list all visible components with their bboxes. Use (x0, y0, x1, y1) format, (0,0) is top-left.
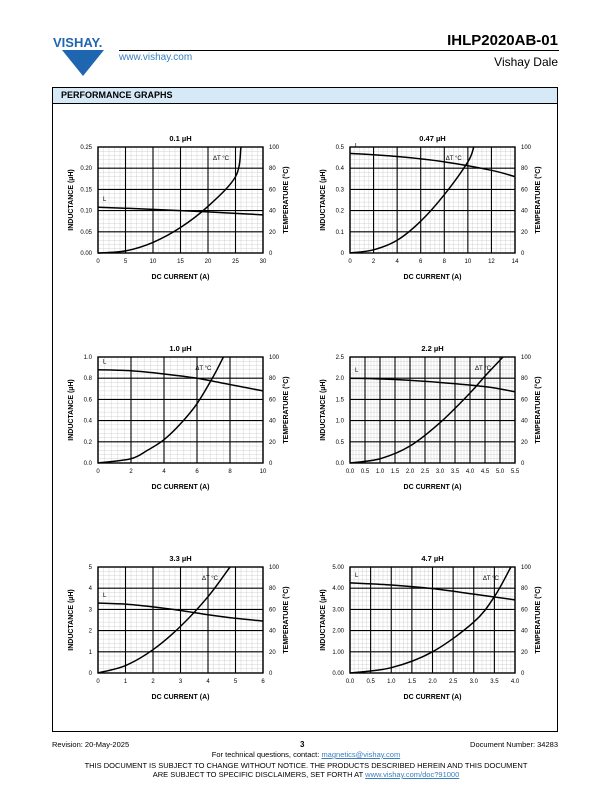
page-number: 3 (300, 740, 305, 749)
chart-title: 2.2 µH (421, 344, 444, 353)
x-tick-label: 2 (371, 259, 376, 265)
y-tick-label: 0.4 (335, 166, 344, 173)
y-tick-label: 1.00 (332, 649, 344, 656)
y2-tick-label: 20 (521, 439, 528, 446)
y2-tick-label: 20 (269, 439, 276, 446)
x-tick-label: 1 (123, 679, 128, 685)
y-axis-label: INDUCTANCE (µH) (320, 169, 327, 231)
y2-tick-label: 20 (269, 649, 276, 656)
contact-email-link[interactable]: magnetics@vishay.com (321, 750, 401, 759)
y2-tick-label: 40 (269, 628, 276, 635)
y-tick-label: 0.25 (80, 145, 92, 151)
y2-tick-label: 0 (269, 251, 273, 257)
y2-tick-label: 40 (521, 628, 528, 635)
chart-title: 0.1 µH (169, 134, 192, 143)
temperature-series-label: ΔT °C (195, 366, 212, 372)
technical-contact-label: For technical questions, contact: (211, 750, 322, 759)
y2-tick-label: 100 (269, 355, 280, 361)
y2-axis-label: TEMPERATURE (°C) (283, 376, 290, 444)
document-number: Document Number: 34283 (470, 740, 558, 749)
temperature-series-line (350, 567, 511, 673)
x-tick-label: 1.0 (387, 679, 396, 685)
temperature-series-label: ΔT °C (475, 366, 491, 372)
y-axis-label: INDUCTANCE (µH) (320, 589, 327, 651)
temperature-series-label: ΔT °C (445, 156, 462, 162)
y2-tick-label: 60 (269, 187, 276, 194)
y-axis-label: INDUCTANCE (µH) (68, 379, 75, 441)
technical-contact (0, 750, 612, 759)
x-tick-label: 2.0 (405, 469, 415, 475)
y2-tick-label: 60 (521, 607, 528, 614)
y-tick-label: 1.0 (335, 418, 344, 425)
y2-tick-label: 20 (521, 649, 528, 656)
y2-axis-label: TEMPERATURE (°C) (283, 586, 290, 654)
section-title: PERFORMANCE GRAPHS (61, 90, 173, 100)
x-tick-label: 0 (96, 469, 100, 475)
x-tick-label: 5.5 (510, 469, 520, 475)
disclaimer-line-1: THIS DOCUMENT IS SUBJECT TO CHANGE WITHOUT NOTICE. THE PRODUCTS DESCRIBED HEREIN AND THIS DOCUMENT (84, 761, 528, 770)
inductance-series-label: L (355, 143, 359, 150)
plot-border (350, 147, 515, 253)
x-tick-label: 4 (395, 259, 399, 265)
x-tick-label: 3.0 (435, 469, 445, 475)
x-tick-label: 4.5 (480, 469, 490, 475)
y-tick-label: 0.20 (80, 166, 92, 173)
x-tick-label: 10 (259, 469, 267, 475)
x-tick-label: 25 (232, 259, 239, 265)
x-axis-label: DC CURRENT (A) (403, 274, 462, 281)
y2-tick-label: 60 (269, 397, 276, 404)
chart-title: 1.0 µH (169, 344, 192, 353)
y2-tick-label: 40 (269, 208, 276, 215)
x-tick-label: 0 (96, 679, 100, 685)
y2-axis-label: TEMPERATURE (°C) (535, 376, 542, 444)
x-tick-label: 4 (162, 469, 166, 475)
vishay-logo-text: VISHAY. (53, 35, 103, 50)
y-tick-label: 4 (88, 586, 92, 593)
x-tick-label: 3 (178, 679, 183, 685)
y2-tick-label: 40 (521, 208, 528, 215)
inductance-series-line (350, 378, 515, 392)
x-tick-label: 5 (233, 679, 238, 685)
x-tick-label: 2 (129, 469, 133, 475)
inductance-series-label: L (103, 359, 107, 366)
y2-tick-label: 80 (521, 586, 528, 593)
y-tick-label: 0.4 (83, 418, 92, 425)
x-axis-label: DC CURRENT (A) (151, 274, 210, 281)
x-tick-label: 10 (149, 259, 157, 265)
chart-title: 4.7 µH (421, 554, 444, 563)
y-tick-label: 0 (88, 671, 92, 677)
temperature-series-line (350, 357, 503, 463)
y2-tick-label: 0 (521, 461, 525, 467)
x-tick-label: 0 (96, 259, 100, 265)
x-tick-label: 2 (151, 679, 155, 685)
y-tick-label: 2 (88, 628, 92, 635)
document-subtitle: Vishay Dale (494, 55, 558, 69)
x-tick-label: 6 (261, 679, 265, 685)
y2-tick-label: 100 (269, 145, 280, 151)
y-tick-label: 0 (340, 251, 344, 257)
x-tick-label: 4.0 (510, 679, 520, 685)
inductance-series-line (350, 153, 515, 176)
y-tick-label: 0.2 (83, 439, 92, 446)
y-tick-label: 2.00 (332, 628, 344, 635)
x-tick-label: 0.5 (360, 469, 370, 475)
y2-tick-label: 20 (521, 229, 528, 236)
disclaimer-line-2 (0, 770, 612, 779)
inductance-series-label: L (355, 572, 359, 579)
y2-tick-label: 60 (521, 187, 528, 194)
y2-tick-label: 0 (521, 251, 525, 257)
y2-tick-label: 60 (269, 607, 276, 614)
y2-axis-label: TEMPERATURE (°C) (283, 166, 290, 234)
y-tick-label: 3 (88, 607, 92, 614)
y2-tick-label: 100 (521, 565, 532, 571)
x-tick-label: 5 (123, 259, 128, 265)
x-tick-label: 4.0 (465, 469, 475, 475)
y-tick-label: 0.5 (335, 439, 344, 446)
temperature-series-label: ΔT °C (202, 576, 218, 582)
y-tick-label: 0.6 (83, 397, 92, 404)
y2-tick-label: 80 (269, 586, 276, 593)
y-axis-label: INDUCTANCE (µH) (320, 379, 327, 441)
y-tick-label: 1.0 (83, 355, 92, 361)
inductance-series-line (98, 370, 263, 391)
y2-tick-label: 40 (269, 418, 276, 425)
y2-axis-label: TEMPERATURE (°C) (535, 586, 542, 654)
y2-tick-label: 40 (521, 418, 528, 425)
x-tick-label: 3.5 (490, 679, 499, 685)
y2-tick-label: 80 (521, 376, 528, 383)
x-tick-label: 2.5 (448, 679, 458, 685)
x-tick-label: 4 (206, 679, 210, 685)
x-tick-label: 2.5 (420, 469, 430, 475)
y2-tick-label: 80 (269, 166, 276, 173)
temperature-series-label: ΔT °C (213, 156, 229, 162)
y2-tick-label: 60 (521, 397, 528, 404)
x-tick-label: 3.0 (469, 679, 478, 685)
x-tick-label: 6 (195, 469, 199, 475)
inductance-series-label: L (355, 368, 359, 375)
chart-title: 0.47 µH (419, 134, 446, 143)
x-tick-label: 14 (511, 259, 519, 265)
x-tick-label: 12 (488, 259, 495, 265)
y-tick-label: 2.5 (335, 355, 344, 361)
x-tick-label: 3.5 (450, 469, 460, 475)
y-tick-label: 5.00 (332, 565, 344, 571)
disclaimer-link[interactable]: www.vishay.com/doc?91000 (365, 770, 460, 779)
x-tick-label: 5.0 (495, 469, 505, 475)
y-tick-label: 0.00 (80, 251, 92, 257)
y-tick-label: 0.2 (335, 208, 344, 215)
y2-tick-label: 0 (269, 671, 273, 677)
y-tick-label: 3.00 (332, 607, 344, 614)
y-tick-label: 0.00 (332, 671, 344, 677)
x-tick-label: 1.5 (407, 679, 417, 685)
x-tick-label: 2.0 (428, 679, 437, 685)
y-tick-label: 5 (88, 565, 92, 571)
x-axis-label: DC CURRENT (A) (403, 694, 462, 701)
x-tick-label: 20 (204, 259, 212, 265)
y-tick-label: 0.3 (335, 187, 344, 194)
disclaimer-text: ARE SUBJECT TO SPECIFIC DISCLAIMERS, SET FORTH AT (152, 770, 366, 779)
x-tick-label: 0 (348, 259, 352, 265)
y-axis-label: INDUCTANCE (µH) (68, 169, 75, 231)
y2-tick-label: 100 (521, 145, 532, 151)
y2-tick-label: 0 (269, 461, 273, 467)
y-tick-label: 0.8 (83, 376, 92, 383)
chart-title: 3.3 µH (169, 554, 192, 563)
y2-tick-label: 100 (521, 355, 532, 361)
x-axis-label: DC CURRENT (A) (151, 484, 210, 491)
x-tick-label: 30 (259, 259, 267, 265)
y-tick-label: 0.5 (335, 145, 344, 151)
y-tick-label: 0.1 (335, 229, 344, 236)
website-link[interactable]: www.vishay.com (119, 52, 193, 63)
y2-tick-label: 100 (269, 565, 280, 571)
x-tick-label: 0.0 (345, 469, 355, 475)
x-axis-label: DC CURRENT (A) (403, 484, 462, 491)
y2-tick-label: 80 (269, 376, 276, 383)
inductance-series-label: L (103, 593, 107, 600)
inductance-series-label: L (103, 197, 107, 204)
plot-border (350, 357, 515, 463)
x-tick-label: 1.5 (390, 469, 400, 475)
y-tick-label: 0.0 (83, 461, 92, 467)
revision-date: Revision: 20-May-2025 (52, 740, 130, 749)
document-title: IHLP2020AB-01 (447, 32, 558, 49)
temperature-series-label: ΔT °C (482, 576, 499, 582)
x-tick-label: 10 (464, 259, 472, 265)
x-tick-label: 0.5 (366, 679, 375, 685)
y2-tick-label: 0 (521, 671, 525, 677)
y-tick-label: 0.10 (80, 208, 92, 215)
x-tick-label: 6 (419, 259, 423, 265)
y-tick-label: 0.05 (80, 229, 92, 236)
y2-tick-label: 80 (521, 166, 528, 173)
x-tick-label: 1.0 (375, 469, 385, 475)
x-axis-label: DC CURRENT (A) (151, 694, 210, 701)
y-axis-label: INDUCTANCE (µH) (68, 589, 75, 651)
y-tick-label: 2.0 (335, 376, 344, 383)
x-tick-label: 8 (228, 469, 232, 475)
plot-border (98, 357, 263, 463)
x-tick-label: 0.0 (345, 679, 355, 685)
x-tick-label: 8 (442, 259, 446, 265)
x-tick-label: 15 (177, 259, 184, 265)
y-tick-label: 1.5 (335, 397, 344, 404)
y2-axis-label: TEMPERATURE (°C) (535, 166, 542, 234)
y-tick-label: 0.0 (335, 461, 344, 467)
y-tick-label: 4.00 (332, 586, 344, 593)
y2-tick-label: 20 (269, 229, 276, 236)
y-tick-label: 0.15 (80, 187, 92, 194)
y-tick-label: 1 (88, 649, 92, 656)
